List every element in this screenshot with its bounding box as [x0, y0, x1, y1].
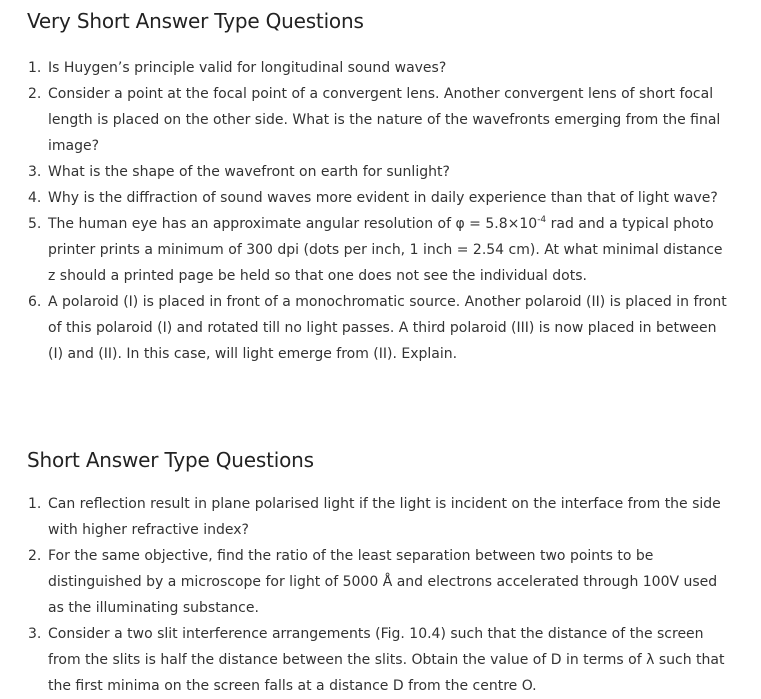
- question-text-before: The human eye has an approximate angular resolution of φ = 5.8×10: [48, 216, 538, 232]
- question-item: [28, 185, 728, 211]
- question-number: 4.: [28, 190, 42, 206]
- question-item: [28, 491, 728, 543]
- question-item: [28, 621, 728, 699]
- question-number: 5.: [28, 216, 42, 232]
- question-text: Consider a point at the focal point of a convergent lens. Another convergent lens of short focal length is placed on the other side. What is the nature of the wavefronts emerging from the final image?: [48, 86, 721, 154]
- question-number: 3.: [28, 164, 42, 180]
- question-text: Why is the diffraction of sound waves more evident in daily experience than that of light wave?: [48, 190, 718, 206]
- question-list-very-short: [28, 55, 728, 367]
- section-heading-very-short: Very Short Answer Type Questions: [27, 9, 364, 33]
- question-text-after: rad and a typical photo printer prints a minimum of 300 dpi (dots per inch, 1 inch = 2.54 cm). At what minimal distance z should a printed page be held so that one does not see the individual dots.: [48, 216, 723, 284]
- question-number: 3.: [28, 626, 42, 642]
- question-number: 6.: [28, 294, 42, 310]
- question-number: 2.: [28, 86, 42, 102]
- question-item: [28, 81, 728, 159]
- question-text: Consider a two slit interference arrangements (Fig. 10.4) such that the distance of the screen from the slits is half the distance between the slits. Obtain the value of D in terms of λ such that the first minima on the screen falls at a distance D from the centre O.: [48, 626, 725, 694]
- question-text: What is the shape of the wavefront on earth for sunlight?: [48, 164, 450, 180]
- question-text: For the same objective, find the ratio of the least separation between two points to be distinguished by a microscope for light of 5000 Å and electrons accelerated through 100V used as the illuminating substance.: [48, 548, 718, 616]
- exponent: -4: [537, 215, 547, 225]
- question-item: [28, 211, 728, 289]
- question-text: [48, 216, 723, 284]
- question-number: 1.: [28, 496, 42, 512]
- question-text: Is Huygen’s principle valid for longitudinal sound waves?: [48, 60, 447, 76]
- question-text: A polaroid (I) is placed in front of a monochromatic source. Another polaroid (II) is placed in front of this polaroid (I) and rotated till no light passes. A third polaroid (III) is now placed in between (I) and (II). In this case, will light emerge from (II). Explain.: [48, 294, 727, 362]
- question-item: [28, 289, 728, 367]
- question-number: 2.: [28, 548, 42, 564]
- question-item: [28, 543, 728, 621]
- question-text: Can reflection result in plane polarised light if the light is incident on the interface from the side with higher refractive index?: [48, 496, 721, 538]
- question-item: [28, 55, 728, 81]
- question-item: [28, 159, 728, 185]
- question-list-short: [28, 491, 728, 699]
- section-heading-short: Short Answer Type Questions: [27, 448, 314, 472]
- question-number: 1.: [28, 60, 42, 76]
